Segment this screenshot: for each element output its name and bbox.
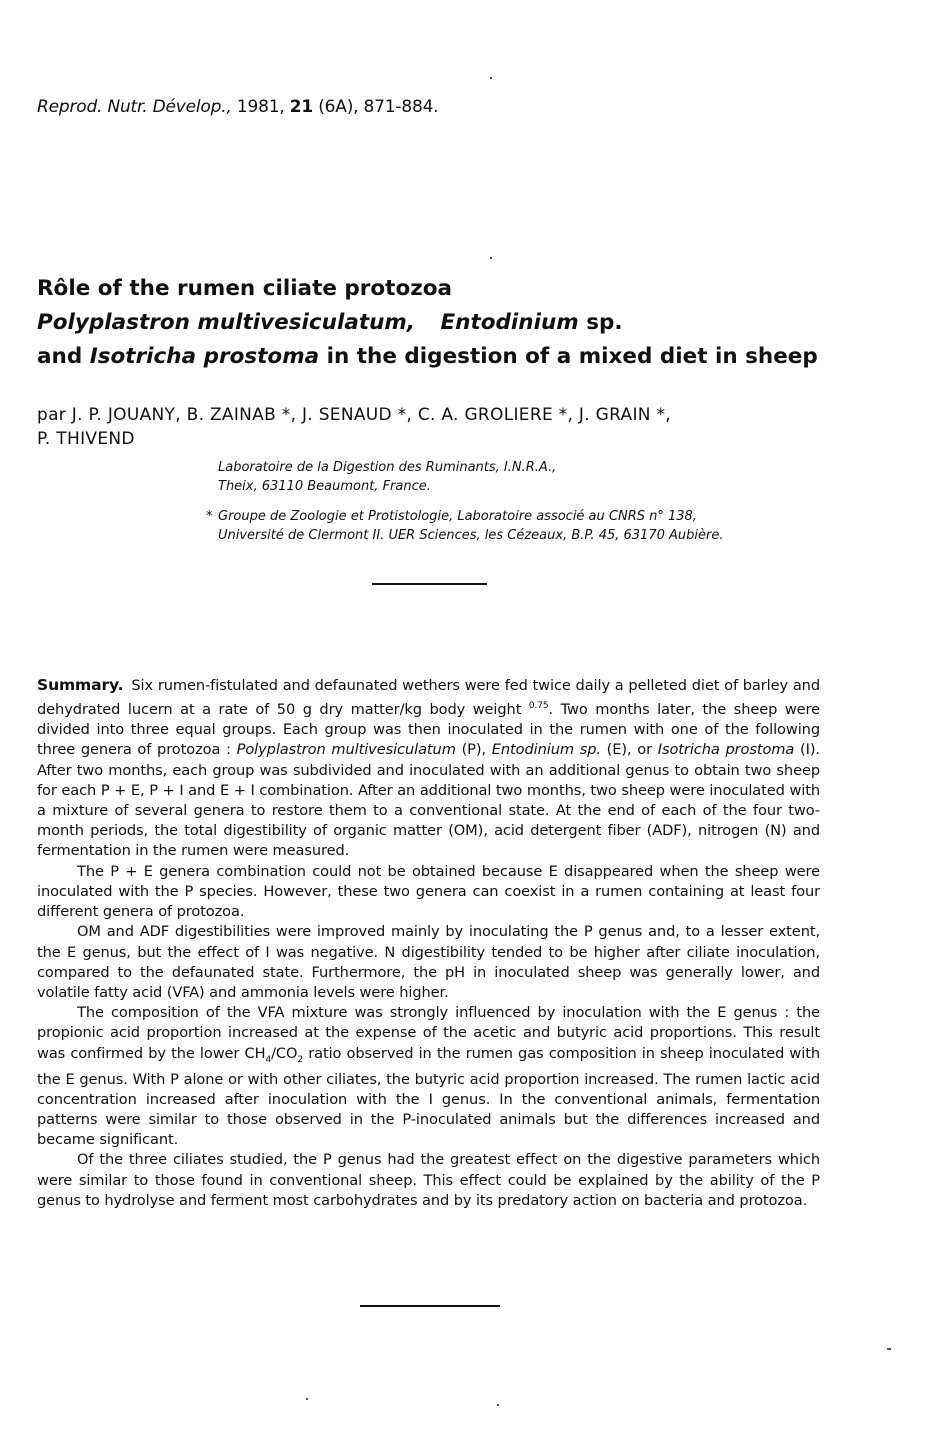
journal-citation bbox=[37, 97, 438, 117]
authors-line-2: P. THIVEND bbox=[37, 429, 135, 449]
scan-speck bbox=[490, 77, 492, 79]
summary-p1-text-a: Six rumen-fistulated and defaunated wethers were fed twice daily a pelleted diet of barley and dehydrated lucern at a rate of 50 g dry matter/kg body weight bbox=[37, 677, 820, 719]
summary-p4-text-b: /CO bbox=[271, 1044, 298, 1062]
paper-title bbox=[37, 272, 917, 374]
scan-speck bbox=[497, 1404, 499, 1406]
title-and: and bbox=[37, 344, 83, 369]
summary-paragraph-1 bbox=[37, 675, 820, 862]
species-entodinium: Entodinium sp. bbox=[491, 741, 601, 759]
title-line-2 bbox=[37, 306, 917, 340]
summary-paragraph-3: OM and ADF digestibilities were improved mainly by inoculating the P genus and, to a lesser extent, the E genus, but the effect of I was negative. N digestibility tended to be higher after ciliate inoculation, compared to the defaunated state. Furthermore, the pH in inoculated sheep was generally lower, and volatile fatty acid (VFA) and ammonia levels were higher. bbox=[37, 923, 820, 1001]
title-line-3 bbox=[37, 340, 917, 374]
title-species-isotricha: Isotricha prostoma bbox=[89, 344, 320, 369]
summary-p1-text-b: . Two months later, the sheep were divided into three equal groups. Each group was then inoculated in the rumen with one of the following three genera of protozoa : bbox=[37, 701, 820, 759]
summary-abstract bbox=[37, 675, 820, 1211]
journal-name: Reprod. Nutr. Dévelop., bbox=[37, 97, 232, 117]
title-rest: in the digestion of a mixed diet in sheep bbox=[326, 344, 818, 369]
summary-paragraph-5: Of the three ciliates studied, the P genus had the greatest effect on the digestive parameters which were similar to those found in conventional sheep. This effect could be explained by the ability of the P genus to hydrolyse and ferment most carbohydrates and by its predatory action on bacteria and protozoa. bbox=[37, 1151, 820, 1209]
author-list bbox=[37, 403, 917, 451]
affiliation-cnrs bbox=[206, 507, 886, 545]
weight-exponent: 0.75 bbox=[528, 701, 549, 712]
species-isotricha: Isotricha prostoma bbox=[657, 741, 795, 759]
summary-p1-text-d: (E), or bbox=[600, 741, 658, 759]
authors-line-1: par J. P. JOUANY, B. ZAINAB *, J. SENAUD *, C. A. GROLIERE *, J. GRAIN *, bbox=[37, 405, 671, 425]
summary-label: Summary. bbox=[37, 676, 124, 694]
scan-speck bbox=[887, 1348, 891, 1350]
title-line-1: Rôle of the rumen ciliate protozoa bbox=[37, 276, 453, 301]
affiliation-inra bbox=[218, 458, 898, 496]
section-divider-top bbox=[372, 583, 487, 585]
summary-paragraph-4 bbox=[37, 1003, 820, 1150]
affiliation-inra-line-1: Laboratoire de la Digestion des Ruminants, I.N.R.A., bbox=[218, 460, 557, 475]
subscript-4: 4 bbox=[265, 1054, 272, 1065]
affiliation-star-marker: * bbox=[206, 509, 213, 524]
affiliation-inra-line-2: Theix, 63110 Beaumont, France. bbox=[218, 479, 431, 494]
summary-p4-text-c: ratio observed in the rumen gas composition in sheep inoculated with the E genus. With P alone or with other ciliates, the butyric acid proportion increased. The rumen lactic acid concentration increased after inoculation with the I genus. In the conventional animals, fermentation patterns were similar to those observed in the P-inoculated animals but the differences increased and became significant. bbox=[37, 1044, 820, 1149]
journal-year: 1981, bbox=[236, 97, 285, 117]
journal-volume: 21 bbox=[289, 97, 314, 117]
section-divider-bottom bbox=[360, 1305, 500, 1307]
journal-issue-pages: (6A), 871-884. bbox=[318, 97, 439, 117]
title-genus-polyplastron: Polyplastron multivesiculatum, bbox=[37, 310, 415, 335]
summary-p1-text-c: (P), bbox=[455, 741, 492, 759]
summary-paragraph-2: The P + E genera combination could not be obtained because E disappeared when the sheep were inoculated with the P species. However, these two genera can coexist in a rumen containing at least four different genera of protozoa. bbox=[37, 862, 820, 921]
affiliation-cnrs-line-2: Université de Clermont II. UER Sciences, les Cézeaux, B.P. 45, 63170 Aubière. bbox=[218, 528, 724, 543]
title-genus-entodinium: Entodinium bbox=[440, 310, 579, 335]
scan-speck bbox=[306, 1398, 308, 1400]
scan-speck bbox=[490, 257, 492, 259]
affiliation-cnrs-line-1: Groupe de Zoologie et Protistologie, Laboratoire associé au CNRS n° 138, bbox=[218, 509, 697, 524]
title-sp: sp. bbox=[586, 310, 623, 335]
species-polyplastron: Polyplastron multivesiculatum bbox=[236, 741, 456, 759]
subscript-2: 2 bbox=[297, 1054, 304, 1065]
summary-p1-text-e: (I). After two months, each group was subdivided and inoculated with an additional genus to obtain two sheep for each P + E, P + I and E + I combination. After an additional two months, two sheep were inoculated with a mixture of several genera to restore them to a conventional state. At the end of each of the four two-month periods, the total digestibility of organic matter (OM), acid detergent fiber (ADF), nitrogen (N) and fermentation in the rumen were measured. bbox=[37, 741, 820, 860]
summary-p4-text-a: The composition of the VFA mixture was strongly influenced by inoculation with the E genus : the propionic acid proportion increased at the expense of the acetic and butyric acid proportions. This result was confirmed by the lower CH bbox=[37, 1004, 820, 1062]
